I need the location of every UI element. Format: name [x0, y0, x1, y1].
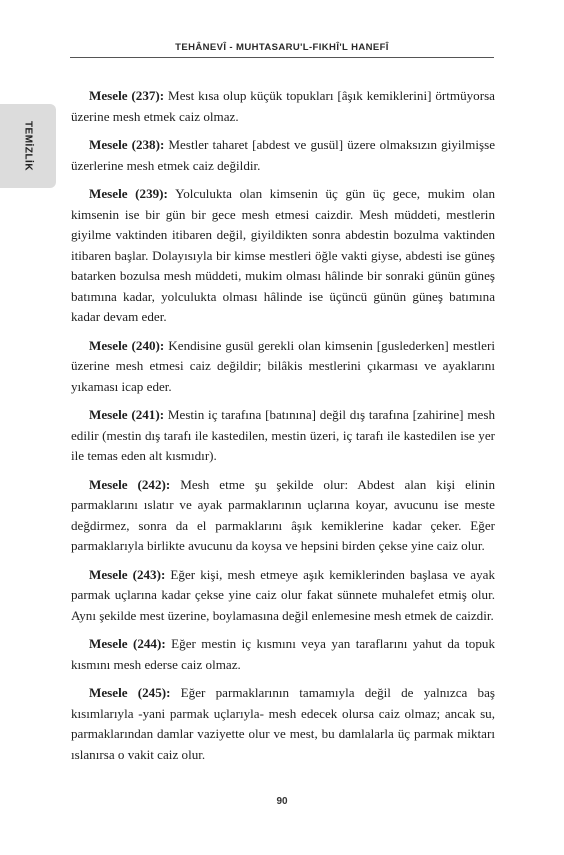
- mesele-label: Mesele (245):: [89, 685, 171, 700]
- section-side-tab-label: TEMİZLİK: [22, 120, 34, 172]
- mesele-text: Mest kısa olup küçük topukları [âşık kemiklerini] örtmüyorsa üzerine mesh etmek caiz olmaz.: [71, 88, 495, 124]
- mesele-label: Mesele (238):: [89, 137, 165, 152]
- paragraph-mesele-237: [71, 86, 495, 127]
- header-rule: [70, 57, 494, 58]
- body-text: [71, 86, 495, 773]
- mesele-text: Eğer kişi, mesh etmeye aşık kemiklerinden başlasa ve ayak parmak uçlarına kadar çekse yine caiz olur fakat sünnete muhalefet etmiş olur. Aynı şekilde mest üzerine, boylamasına değil enlemesine mesh etmek de caizdir.: [71, 566, 495, 623]
- mesele-label: Mesele (242):: [89, 476, 171, 492]
- paragraph-mesele-244: [71, 634, 495, 675]
- paragraph-mesele-238: [71, 135, 495, 176]
- mesele-text: Mesh etme şu şekilde olur: Abdest alan kişi elinin parmaklarını ıslatır ve ayak parmaklarının uçlarına koyar, avucunu ise meste değdirmez, sonra da el parmaklarını âşık kemiklerine kadar çeker. Eğer parmaklarıyla birlikte avucunu da koysa ve hepsini birden çekse yine caiz olur.: [71, 476, 495, 553]
- paragraph-mesele-245: [71, 683, 495, 765]
- mesele-text: Kendisine gusül gerekli olan kimsenin [guslederken] mestleri üzerine mesh etmesi caiz değildir; bilâkis mestlerini çıkarması ve ayaklarını yıkaması icap eder.: [71, 337, 495, 394]
- mesele-text: Mestin iç tarafına [batınına] değil dış tarafına [zahirine] mesh edilir (mestin dış tarafı ile kastedilen, mestin üzeri, iç tarafı ile kastedilen ise yer ile temas eden alt kısmıdır).: [71, 407, 495, 463]
- mesele-text: Mestler taharet [abdest ve gusül] üzere olmaksızın giyilmişse üzerlerine mesh etmek caiz değildir.: [71, 137, 496, 173]
- mesele-label: Mesele (239):: [89, 186, 168, 201]
- mesele-label: Mesele (243):: [89, 566, 166, 582]
- mesele-label: Mesele (240):: [89, 337, 165, 353]
- mesele-text: Eğer mestin iç kısmını veya yan taraflarını yahut da topuk kısmını mesh ederse caiz olmaz.: [71, 636, 495, 672]
- paragraph-mesele-243: [71, 565, 495, 627]
- mesele-label: Mesele (244):: [89, 636, 166, 651]
- paragraph-mesele-239: [71, 184, 495, 328]
- paragraph-mesele-241: [71, 405, 495, 467]
- paragraph-mesele-242: [71, 475, 495, 557]
- page-number: 90: [276, 796, 288, 807]
- mesele-text: Eğer parmaklarının tamamıyla değil de yalnızca baş kısımlarıyla -yani parmak uçlarıyla- mesh edecek olursa caiz olmaz; ancak su, parmaklarından damlar vaziyette olur ve mest, bu damlalarla üç parmak miktarı ıslanırsa o vakit caiz olur.: [71, 685, 495, 762]
- running-head-title: TEHÂNEVÎ - MUHTASARU'L-FIKHÎ'L HANEFÎ: [175, 42, 389, 53]
- section-side-tab: [0, 104, 56, 188]
- mesele-label: Mesele (237):: [89, 88, 165, 103]
- paragraph-mesele-240: [71, 336, 495, 398]
- mesele-label: Mesele (241):: [89, 407, 165, 422]
- mesele-text: Yolculukta olan kimsenin üç gün üç gece, mukim olan kimsenin ise bir gün bir gece mesh etmesi caizdir. Mesh müddeti, mestlerin giyilme vaktinden itibaren değil, giyildikten sonra abdestin bozulma vaktinden itibaren başlar. Dolayısıyla bir kimse mestleri öğle vakti giyse, abdesti ise güneş batarken bozulsa mesh müddeti, mukim olması hâlinde bir sonraki günün güneş batımına kadar, yolculukta olması hâlinde ise üçüncü günün güneş batımına kadar devam eder.: [71, 186, 495, 324]
